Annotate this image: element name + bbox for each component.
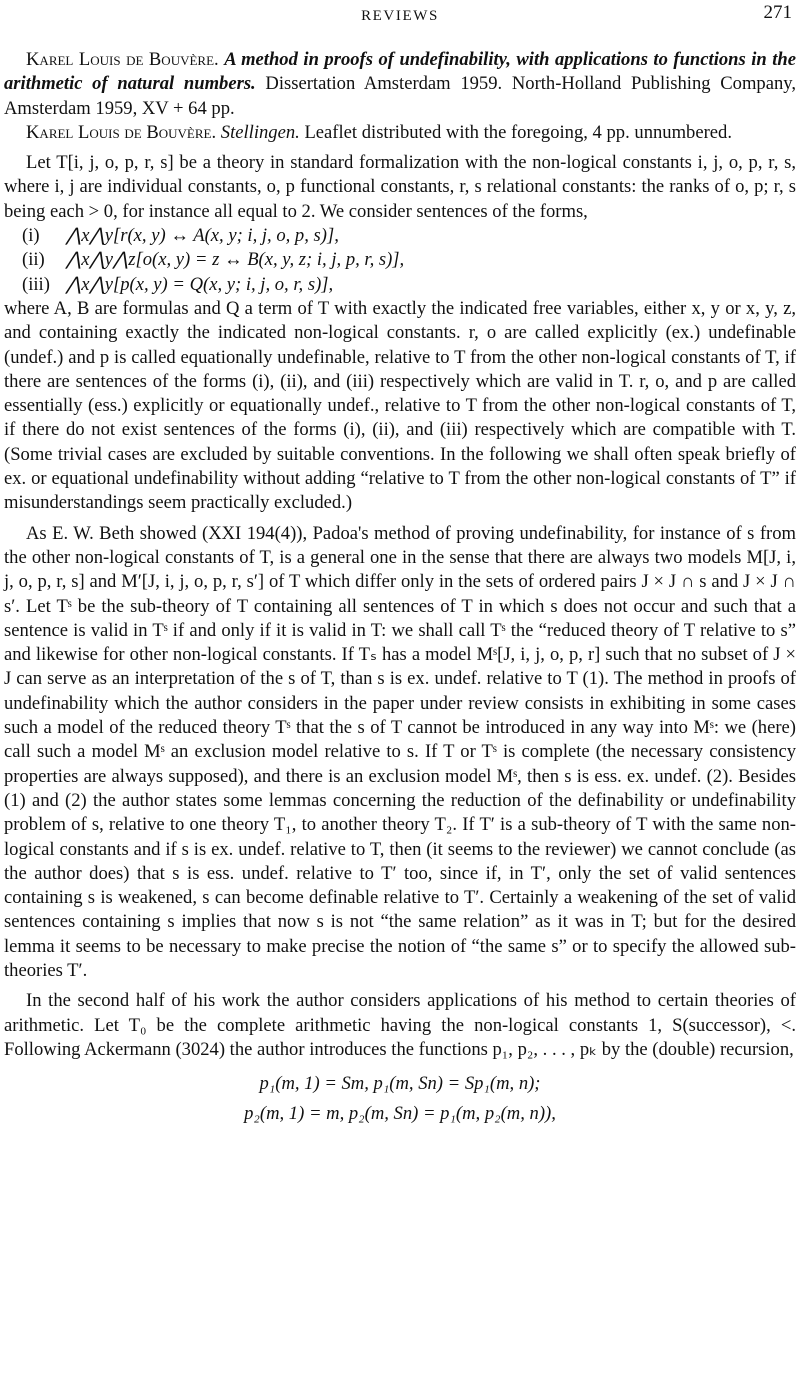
formula-text: ⋀x⋀y[r(x, y) ↔ A(x, y; i, j, o, p, s)], [66, 225, 339, 247]
paragraph-padoa-method: As E. W. Beth showed (XXI 194(4)), Padoa's method of proving undefinability, for instance of s from the other non-logical constants of T, is a general one in the sense that there are always two models M[J, i, j, o, p, r, s] and M′[J, i, j, o, p, r, s′] of T which differ only in the sets of ordered pairs J × J ∩ s and J × J ∩ s′. Let Tˢ be the sub-theory of T containing all sentences of T in which s does not occur and such that a sentence is valid in Tˢ if and only if it is valid in T: we shall call Tˢ the “reduced theory of T relative to s” and likewise for other non-logical constants. If Tₛ has a model Mˢ[J, i, j, o, p, r] such that no subset of J × J can serve as an interpretation of the s of T, than s is ex. undef. relative to T (1). The method in proofs of undefinability which the author considers in the paper under review consists in exhibiting in some cases such a model of the reduced theory Tˢ that the s of T cannot be introduced in any way into Mˢ: we (here) call such a model Mˢ an exclusion model relative to s. If T or Tˢ is complete (the necessary consistency properties are always supposed), and there is an exclusion model Mˢ, then s is ess. ex. undef. (2). Besides (1) and (2) the author states some lemmas concerning the reduction of the definability or undefinability problem of s, relative to one theory T₁, to another theory T₂. If T′ is a sub-theory of T with the same non-logical constants and if s is ex. undef. relative to T, then (it seems to the reviewer) we cannot conclude (as the author does) that s is ess. undef. relative to T′ too, since if, in T′, only the set of valid sentences containing s is weakened, s can become definable relative to T′. Certainly a weakening of the set of valid sentences containing s implies that now s is not “the same relation” as it was in T; but for the desired lemma it seems to be necessary to make precise the notion of “the same s” or to specify the allowed sub-theories T′. [4, 522, 796, 981]
equation-line: p₁(m, 1) = Sm, p₁(m, Sn) = Sp₁(m, n); [259, 1073, 541, 1095]
formula-line [4, 248, 796, 272]
running-head: REVIEWS [361, 8, 439, 24]
citation-entry [4, 48, 796, 121]
citation-author: Karel Louis de Bouvère. [26, 121, 217, 143]
formula-label: (ii) [22, 249, 45, 271]
paragraph-arithmetic: In the second half of his work the author considers applications of his method to certain theories of arithmetic. Let T₀ be the complete arithmetic having the non-logical constants 1, S(successor), <. Following Ackermann (3024) the author introduces the functions p₁, p₂, . . . , pₖ by the (double) recursion, [4, 990, 796, 1060]
review-body [4, 42, 796, 1127]
citation-title: A method in proofs of undefinability, with applications to functions in the arithmetic of natural numbers. [4, 49, 797, 95]
formula-line [4, 273, 796, 297]
citation-details: Dissertation Amsterdam 1959. North-Holland Publishing Company, Amsterdam 1959, XV + 64 pp. [4, 73, 796, 119]
citation-title: Stellingen. [220, 121, 300, 143]
citation-details: Leaflet distributed with the foregoing, 4 pp. unnumbered. [304, 121, 732, 143]
paragraph-intro: Let T[i, j, o, p, r, s] be a theory in standard formalization with the non-logical constants i, j, o, p, r, s, where i, j are individual constants, o, p functional constants, r, s relational constants: the ranks of o, p; r, s being each > 0, for instance all equal to 2. We consider sentences of the forms, [4, 152, 796, 222]
citation-author: Karel Louis de Bouvère. [26, 49, 219, 70]
paragraph-definitions: where A, B are formulas and Q a term of T with exactly the indicated free variables, either x, y or x, y, z, and containing exactly the indicated non-logical constants. r, o are called explicitly (ex.) undefinable (undef.) and p is called equationally undefinable, relative to T from the other non-logical constants of T, if there are sentences of the forms (i), (ii), and (iii) respectively which are valid in T. r, o, and p are called essentially (ess.) explicitly or equationally undef., relative to T from the other non-logical constants of T, if there do not exist sentences of the forms (i), (ii), and (iii) respectively which are compatible with T. (Some trivial cases are excluded by suitable conventions. In the following we shall often speak briefly of ex. or equational undefinability without adding “relative to T from the other non-logical constants of T” if misunderstandings seem practically excluded.) [4, 297, 796, 514]
formula-text: ⋀x⋀y⋀z[o(x, y) = z ↔ B(x, y, z; i, j, p, r, s)], [66, 249, 405, 271]
formula-line [4, 224, 796, 248]
formula-text: ⋀x⋀y[p(x, y) = Q(x, y; i, j, o, r, s)], [66, 273, 334, 295]
equation-line: p₂(m, 1) = m, p₂(m, Sn) = p₁(m, p₂(m, n)), [244, 1103, 556, 1125]
page-number: 271 [763, 2, 792, 23]
page-header [0, 1, 800, 25]
citation-entry [4, 121, 796, 145]
formula-label: (iii) [22, 273, 50, 295]
formula-label: (i) [22, 225, 40, 247]
